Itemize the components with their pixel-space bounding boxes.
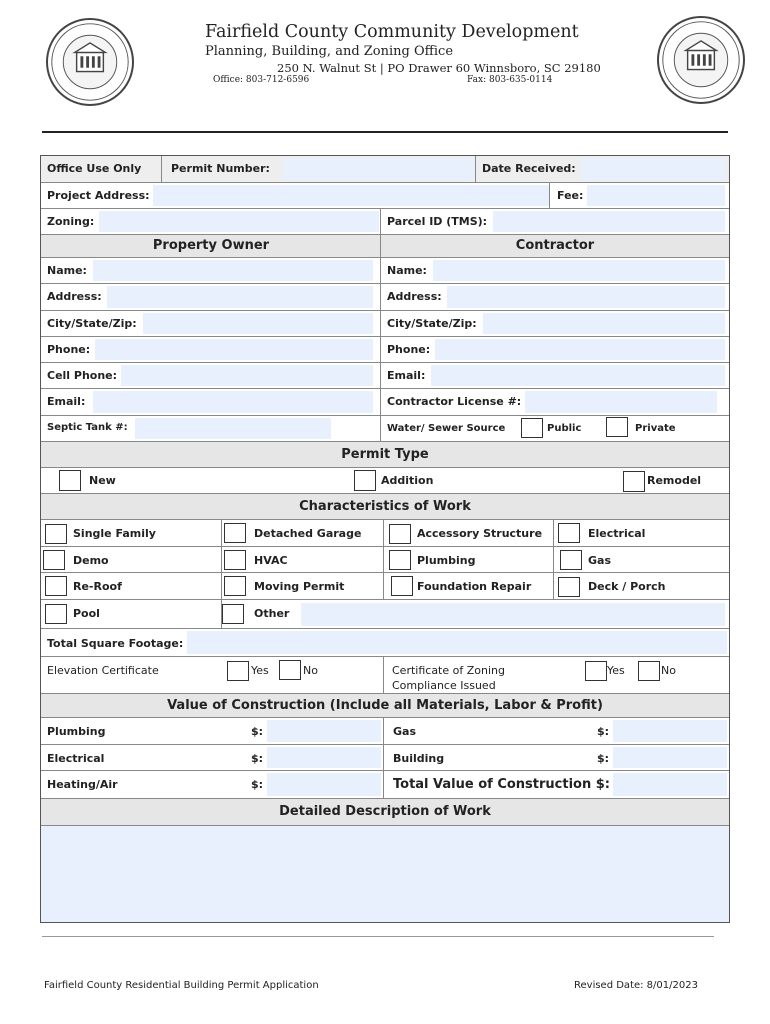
single-family-label: Single Family bbox=[73, 527, 156, 540]
value-row-1 bbox=[41, 718, 729, 745]
building-value-label: Building bbox=[393, 752, 445, 765]
county-seal-left bbox=[46, 18, 134, 106]
name-row bbox=[41, 258, 729, 284]
electrical-value-field[interactable] bbox=[267, 747, 381, 768]
zoning-label: Zoning: bbox=[47, 215, 95, 228]
characteristics-row-1 bbox=[41, 520, 729, 547]
foundation-repair-label: Foundation Repair bbox=[417, 580, 532, 593]
pool-checkbox[interactable] bbox=[45, 604, 67, 624]
gas-value-field[interactable] bbox=[613, 720, 727, 742]
contractor-phone-field[interactable] bbox=[435, 339, 725, 360]
county-seal-right bbox=[657, 16, 745, 104]
fee-field[interactable] bbox=[587, 185, 725, 206]
water-sewer-label: Water/ Sewer Source bbox=[387, 423, 506, 434]
remodel-checkbox[interactable] bbox=[623, 471, 645, 492]
contractor-license-label: Contractor License #: bbox=[387, 395, 522, 408]
demo-label: Demo bbox=[73, 554, 109, 567]
gas-dollar-label: $: bbox=[597, 725, 610, 738]
elevation-no-label: No bbox=[303, 664, 318, 677]
description-heading bbox=[41, 799, 729, 826]
contractor-name-label: Name: bbox=[387, 264, 427, 277]
parcel-id-label: Parcel ID (TMS): bbox=[387, 215, 488, 228]
gas-label: Gas bbox=[588, 554, 611, 567]
date-received-label: Date Received: bbox=[482, 162, 576, 175]
remodel-label: Remodel bbox=[647, 474, 702, 487]
owner-city-label: City/State/Zip: bbox=[47, 317, 137, 330]
contractor-address-field[interactable] bbox=[447, 286, 725, 308]
characteristics-row-3 bbox=[41, 573, 729, 600]
single-family-checkbox[interactable] bbox=[45, 524, 67, 544]
zoning-cert-no-label: No bbox=[661, 664, 676, 677]
permit-type-title: Permit Type bbox=[341, 447, 429, 462]
re-roof-checkbox[interactable] bbox=[45, 576, 67, 596]
owner-address-field[interactable] bbox=[107, 286, 373, 308]
address-row bbox=[41, 284, 729, 311]
plumbing-dollar-label: $: bbox=[251, 725, 264, 738]
plumbing-value-field[interactable] bbox=[267, 720, 381, 742]
zoning-cert-yes-checkbox[interactable] bbox=[585, 661, 607, 681]
deck-porch-label: Deck / Porch bbox=[588, 580, 666, 593]
office-phone: Office: 803-712-6596 bbox=[213, 75, 310, 85]
contractor-city-field[interactable] bbox=[483, 313, 725, 334]
electrical-label: Electrical bbox=[588, 527, 646, 540]
zoning-row bbox=[41, 209, 729, 235]
plumbing-checkbox[interactable] bbox=[389, 550, 411, 570]
foundation-repair-checkbox[interactable] bbox=[391, 576, 413, 596]
value-row-3 bbox=[41, 771, 729, 799]
detached-garage-label: Detached Garage bbox=[254, 527, 362, 540]
owner-cell-label: Cell Phone: bbox=[47, 369, 118, 382]
owner-name-label: Name: bbox=[47, 264, 87, 277]
city-row bbox=[41, 311, 729, 337]
permit-form bbox=[40, 155, 730, 923]
heating-dollar-label: $: bbox=[251, 778, 264, 791]
gas-checkbox[interactable] bbox=[560, 550, 582, 570]
value-heading bbox=[41, 694, 729, 718]
zoning-cert-no-checkbox[interactable] bbox=[638, 661, 660, 681]
office-name: Planning, Building, and Zoning Office bbox=[205, 44, 454, 59]
septic-tank-field[interactable] bbox=[135, 418, 331, 439]
heating-value-field[interactable] bbox=[267, 773, 381, 796]
project-address-row bbox=[41, 183, 729, 209]
square-footage-row bbox=[41, 629, 729, 657]
footer-divider bbox=[42, 936, 714, 937]
parcel-id-field[interactable] bbox=[493, 211, 725, 232]
contractor-heading: Contractor bbox=[515, 238, 595, 253]
deck-porch-checkbox[interactable] bbox=[558, 577, 580, 597]
new-checkbox[interactable] bbox=[59, 470, 81, 491]
re-roof-label: Re-Roof bbox=[73, 580, 122, 593]
other-label: Other bbox=[254, 607, 290, 620]
owner-email-label: Email: bbox=[47, 395, 86, 408]
agency-title: Fairfield County Community Development bbox=[205, 22, 579, 42]
office-address: 250 N. Walnut St | PO Drawer 60 Winnsboro, SC 29180 bbox=[277, 61, 601, 75]
new-label: New bbox=[89, 474, 116, 487]
characteristics-row-2 bbox=[41, 547, 729, 573]
value-title: Value of Construction (Include all Materials, Labor & Profit) bbox=[167, 698, 603, 713]
zoning-cert-label-line2: Compliance Issued bbox=[392, 679, 496, 692]
hvac-label: HVAC bbox=[254, 554, 288, 567]
cell-email-row bbox=[41, 363, 729, 389]
seal-icon bbox=[48, 20, 132, 104]
electrical-value-label: Electrical bbox=[47, 752, 105, 765]
detached-garage-checkbox[interactable] bbox=[224, 523, 246, 543]
elevation-no-checkbox[interactable] bbox=[279, 660, 301, 680]
characteristics-heading bbox=[41, 494, 729, 520]
public-checkbox[interactable] bbox=[521, 418, 543, 438]
contractor-phone-label: Phone: bbox=[387, 343, 431, 356]
septic-tank-label: Septic Tank #: bbox=[47, 422, 128, 433]
contractor-license-field[interactable] bbox=[525, 391, 717, 413]
permit-type-heading bbox=[41, 442, 729, 468]
private-checkbox[interactable] bbox=[606, 417, 628, 437]
hvac-checkbox[interactable] bbox=[224, 550, 246, 570]
gas-value-label: Gas bbox=[393, 725, 416, 738]
contractor-email-field[interactable] bbox=[431, 365, 725, 386]
addition-checkbox[interactable] bbox=[354, 470, 376, 491]
project-address-label: Project Address: bbox=[47, 189, 150, 202]
email-license-row bbox=[41, 389, 729, 416]
heating-value-label: Heating/Air bbox=[47, 778, 118, 791]
owner-name-field[interactable] bbox=[93, 260, 373, 281]
phone-row bbox=[41, 337, 729, 363]
electrical-dollar-label: $: bbox=[251, 752, 264, 765]
permit-number-field[interactable] bbox=[283, 158, 475, 180]
certificates-row bbox=[41, 657, 729, 694]
pool-label: Pool bbox=[73, 607, 100, 620]
total-value-label: Total Value of Construction $: bbox=[393, 777, 611, 792]
other-description-field[interactable] bbox=[301, 603, 725, 626]
date-received-field[interactable] bbox=[581, 158, 725, 180]
elevation-certificate-label: Elevation Certificate bbox=[47, 664, 159, 677]
permit-number-label: Permit Number: bbox=[171, 162, 270, 175]
contractor-name-field[interactable] bbox=[433, 260, 725, 281]
office-fax: Fax: 803-635-0114 bbox=[467, 75, 553, 85]
owner-cell-field[interactable] bbox=[121, 365, 373, 386]
project-address-field[interactable] bbox=[153, 185, 549, 206]
moving-permit-checkbox[interactable] bbox=[224, 576, 246, 596]
square-footage-field[interactable] bbox=[187, 631, 727, 654]
moving-permit-label: Moving Permit bbox=[254, 580, 345, 593]
zoning-cert-yes-label: Yes bbox=[607, 664, 625, 677]
public-label: Public bbox=[547, 423, 582, 434]
plumbing-label: Plumbing bbox=[417, 554, 476, 567]
characteristics-row-4 bbox=[41, 600, 729, 629]
contractor-city-label: City/State/Zip: bbox=[387, 317, 477, 330]
value-row-2 bbox=[41, 745, 729, 771]
septic-water-row bbox=[41, 416, 729, 442]
footer-revised-date: Revised Date: 8/01/2023 bbox=[574, 980, 698, 991]
characteristics-title: Characteristics of Work bbox=[299, 499, 471, 514]
permit-type-row bbox=[41, 468, 729, 494]
elevation-yes-checkbox[interactable] bbox=[227, 661, 249, 681]
owner-heading: Property Owner bbox=[152, 238, 270, 253]
owner-city-field[interactable] bbox=[143, 313, 373, 334]
other-checkbox[interactable] bbox=[222, 604, 244, 624]
fee-label: Fee: bbox=[557, 189, 584, 202]
zoning-field[interactable] bbox=[99, 211, 379, 232]
owner-email-field[interactable] bbox=[93, 391, 373, 413]
building-dollar-label: $: bbox=[597, 752, 610, 765]
addition-label: Addition bbox=[381, 474, 434, 487]
footer-form-title: Fairfield County Residential Building Permit Application bbox=[44, 980, 319, 991]
owner-phone-label: Phone: bbox=[47, 343, 91, 356]
office-use-row bbox=[41, 156, 729, 183]
contractor-address-label: Address: bbox=[387, 290, 442, 303]
private-label: Private bbox=[635, 423, 676, 434]
description-title: Detailed Description of Work bbox=[279, 804, 491, 819]
zoning-cert-label-line1: Certificate of Zoning bbox=[392, 664, 505, 677]
office-use-label: Office Use Only bbox=[47, 162, 142, 175]
accessory-structure-label: Accessory Structure bbox=[417, 527, 543, 540]
elevation-yes-label: Yes bbox=[251, 664, 269, 677]
electrical-checkbox[interactable] bbox=[558, 523, 580, 543]
building-value-field[interactable] bbox=[613, 747, 727, 768]
letterhead bbox=[0, 0, 770, 130]
owner-phone-field[interactable] bbox=[95, 339, 373, 360]
seal-icon bbox=[659, 18, 743, 102]
square-footage-label: Total Square Footage: bbox=[47, 637, 184, 650]
owner-contractor-heading bbox=[41, 235, 729, 258]
plumbing-value-label: Plumbing bbox=[47, 725, 106, 738]
owner-address-label: Address: bbox=[47, 290, 102, 303]
total-value-field[interactable] bbox=[613, 773, 727, 796]
header-divider bbox=[42, 131, 728, 133]
accessory-structure-checkbox[interactable] bbox=[389, 524, 411, 544]
demo-checkbox[interactable] bbox=[43, 550, 65, 570]
contractor-email-label: Email: bbox=[387, 369, 426, 382]
description-field[interactable] bbox=[41, 826, 729, 922]
